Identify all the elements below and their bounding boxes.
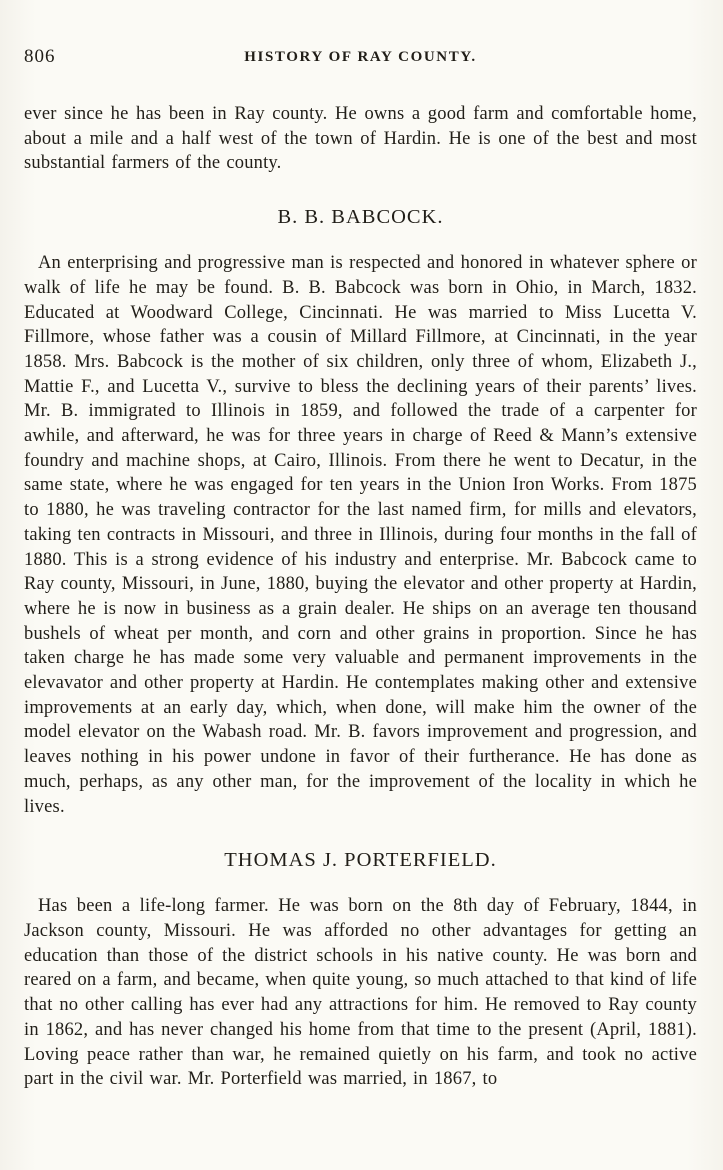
page-number: 806 bbox=[24, 46, 56, 67]
paragraph-porterfield: Has been a life-long farmer. He was born on the 8th day of February, 1844, in Jackson county, Missouri. He was afforded no other advantages for getting an education than those of the district schools in his native county. He was born and reared on a farm, and became, when quite young, so much attached to that kind of life that no other calling has ever had any attractions for him. He removed to Ray county in 1862, and has never changed his home from that time to the present (April, 1881). Loving peace rather than war, he remained quietly on his farm, and took no active part in the civil war. Mr. Porterfield was married, in 1867, to bbox=[24, 896, 697, 1090]
page-body bbox=[24, 102, 697, 1092]
running-title: HISTORY OF RAY COUNTY. bbox=[244, 49, 477, 65]
paragraph-babcock: An enterprising and progressive man is respected and honored in whatever sphere or walk of life he may be found. B. B. Babcock was born in Ohio, in March, 1832. Educated at Woodward College, Cincinnati. He was married to Miss Lucetta V. Fillmore, whose father was a cousin of Millard Fillmore, at Cincinnati, in the year 1858. Mrs. Babcock is the mother of six children, only three of whom, Elizabeth J., Mattie F., and Lucetta V., survive to bless the declining years of their parents’ lives. Mr. B. immigrated to Illinois in 1859, and followed the trade of a carpenter for awhile, and afterward, he was for three years in charge of Reed & Mann’s extensive foundry and machine shops, at Cairo, Illinois. From there he went to Decatur, in the same state, where he was engaged for ten years in the Union Iron Works. From 1875 to 1880, he was traveling contractor for the last named firm, for mills and elevators, taking ten contracts in Missouri, and three in Illinois, during four months in the fall of 1880. This is a strong evidence of his industry and enterprise. Mr. Babcock came to Ray county, Missouri, in June, 1880, buying the elevator and other property at Hardin, where he is now in business as a grain dealer. He ships on an average ten thousand bushels of wheat per month, and corn and other grains in proportion. Since he has taken charge he has made some very valuable and permanent improvements in the elevavator and other property at Hardin. He contemplates making other and extensive improvements at an early day, which, when done, will make him the owner of the model elevator on the Wabash road. Mr. B. favors improvement and progression, and leaves nothing in his power undone in favor of their furtherance. He has done as much, perhaps, as any other man, for the improvement of the locality in which he lives. bbox=[24, 253, 697, 817]
page-header bbox=[24, 46, 697, 70]
section-heading-porterfield: THOMAS J. PORTERFIELD. bbox=[224, 849, 497, 872]
section-heading-babcock: B. B. BABCOCK. bbox=[277, 206, 444, 229]
paragraph-continuation: ever since he has been in Ray county. He owns a good farm and comfortable home, about a mile and a half west of the town of Hardin. He is one of the best and most substantial farmers of the county. bbox=[24, 104, 697, 174]
